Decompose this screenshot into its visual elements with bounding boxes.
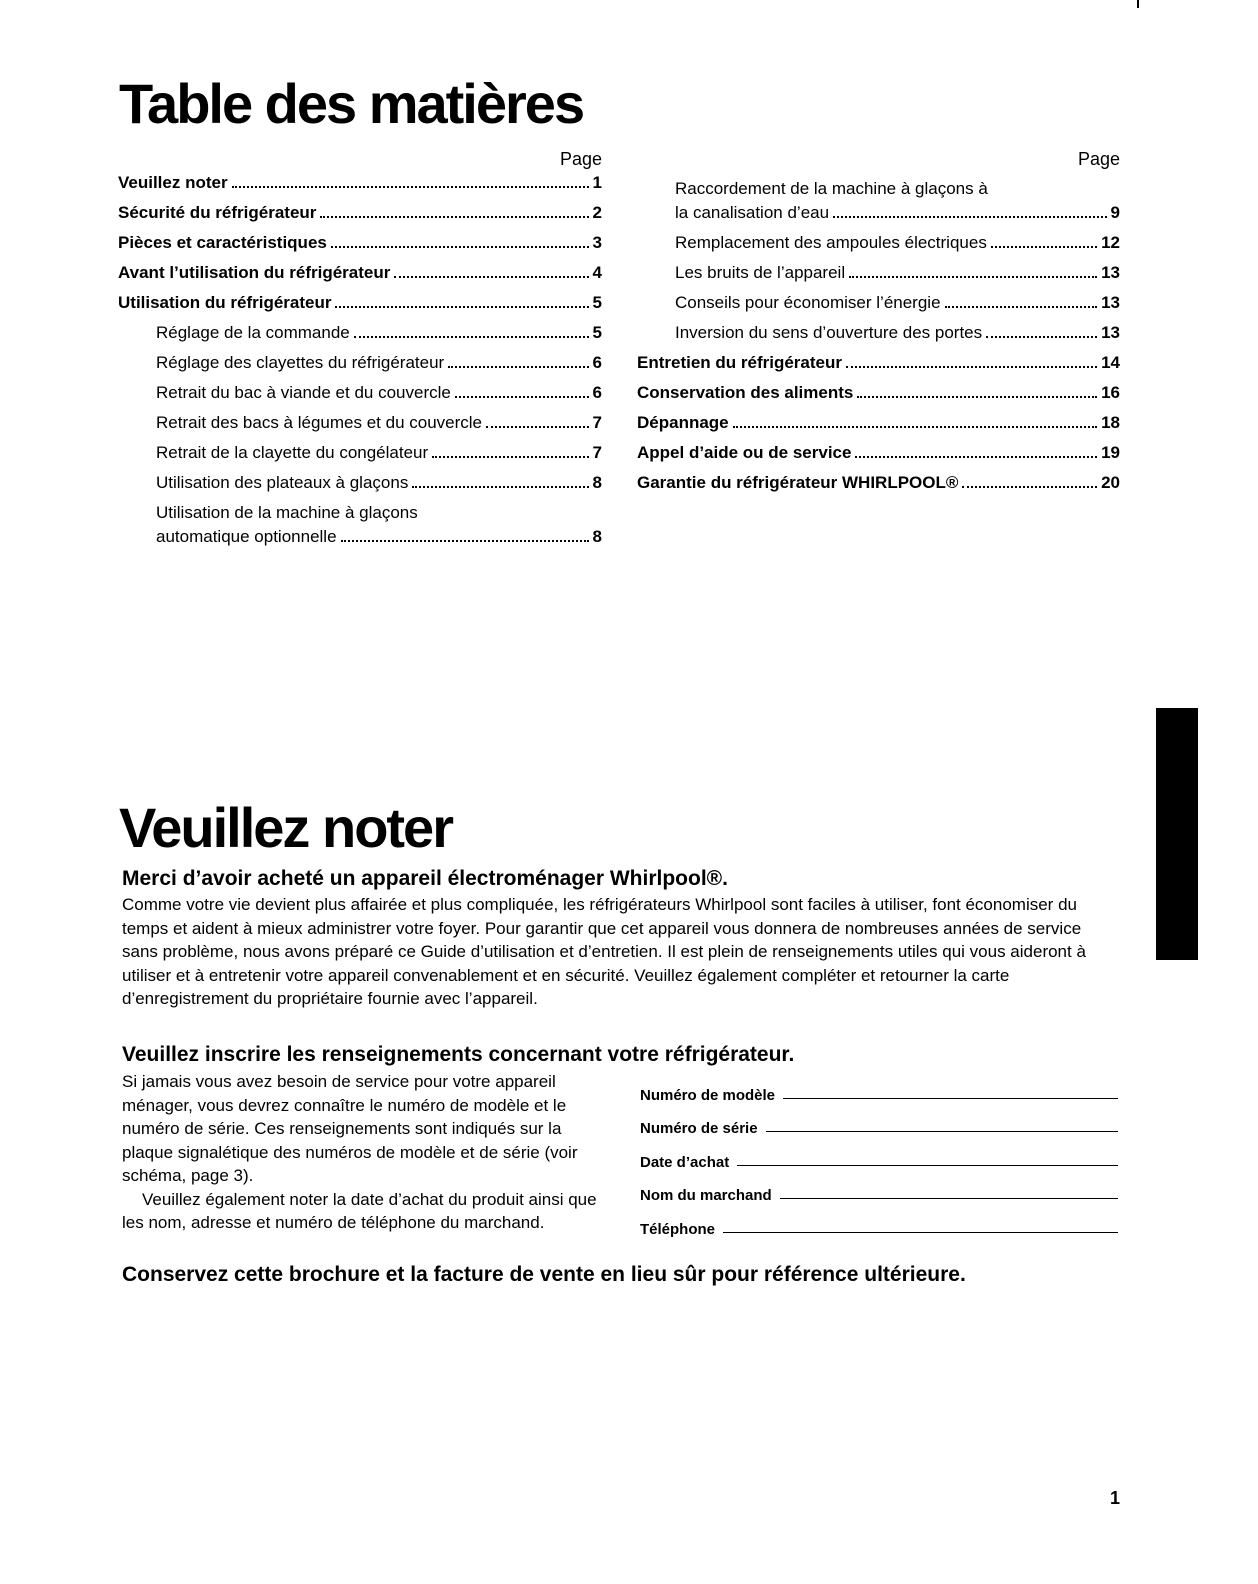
toc-item-page: 12 — [1101, 233, 1120, 252]
toc-item-page: 3 — [592, 233, 602, 252]
toc-item — [118, 233, 602, 253]
toc-item-page: 6 — [592, 353, 602, 372]
toc-item-text: Retrait de la clayette du congélateur — [156, 443, 429, 462]
toc-item-page: 18 — [1101, 413, 1120, 432]
toc-item-text: Appel d’aide ou de service — [637, 443, 852, 462]
toc-subitem — [118, 353, 602, 373]
field-blank-line[interactable] — [723, 1232, 1118, 1233]
toc-page-label: Page — [559, 149, 602, 169]
toc-item-page: 19 — [1101, 443, 1120, 462]
field-label: Nom du marchand — [640, 1187, 772, 1204]
toc-subitem — [118, 323, 602, 343]
toc-item-page: 13 — [1101, 323, 1120, 342]
toc-item — [637, 413, 1120, 433]
toc-item-page: 5 — [592, 293, 602, 312]
toc-right-column — [637, 145, 1120, 503]
telephone-field[interactable] — [640, 1204, 1118, 1238]
toc-subitem — [637, 323, 1120, 343]
toc-item-text: Retrait du bac à viande et du couvercle — [156, 383, 451, 402]
toc-subitem — [637, 203, 1120, 223]
toc-item-text: Utilisation des plateaux à glaçons — [156, 473, 409, 492]
toc-subitem — [637, 179, 1120, 199]
toc-item-page: 8 — [592, 473, 602, 492]
field-label: Téléphone — [640, 1220, 716, 1238]
toc-item — [637, 473, 1120, 493]
field-label: Date d’achat — [640, 1153, 730, 1171]
toc-item-text-line1: Raccordement de la machine à glaçons à — [675, 179, 988, 198]
thanks-heading: Merci d’avoir acheté un appareil électroménager Whirlpool®. — [122, 867, 728, 890]
register-paragraph-1: Si jamais vous avez besoin de service pour votre appareil ménager, vous devrez connaître le numéro de modèle et le numéro de série. Ces renseignements sont indiqués sur la plaque signalétique des numéros de modèle et de série (voir schéma, page 3). — [122, 1072, 578, 1185]
toc-item-text-line2: automatique optionnelle — [156, 527, 337, 546]
toc-item — [118, 203, 602, 223]
toc-item-text: Conseils pour économiser l’énergie — [675, 293, 941, 312]
toc-item-text: Pièces et caractéristiques — [118, 233, 327, 252]
toc-item — [637, 443, 1120, 463]
toc-subitem — [118, 473, 602, 493]
toc-item-text: Conservation des aliments — [637, 383, 854, 402]
toc-item-page: 20 — [1101, 473, 1120, 492]
record-form — [640, 1070, 1118, 1238]
register-paragraph-2: Veuillez également noter la date d’achat du produit ainsi que les nom, adresse et numéro de téléphone du marchand. — [122, 1189, 597, 1232]
field-blank-line[interactable] — [780, 1198, 1118, 1199]
toc-item-page: 13 — [1101, 263, 1120, 282]
toc-item — [637, 353, 1120, 373]
toc-item-page: 8 — [592, 527, 602, 546]
toc-item-page: 9 — [1110, 203, 1120, 222]
field-label: Numéro de série — [640, 1120, 758, 1137]
toc-item-page: 1 — [592, 173, 602, 192]
toc-item-page: 4 — [592, 263, 602, 282]
toc-item — [118, 173, 602, 193]
toc-subitem — [118, 413, 602, 433]
toc-item-text: Réglage des clayettes du réfrigérateur — [156, 353, 445, 372]
toc-title: Table des matières — [119, 72, 584, 135]
toc-item-text: Veuillez noter — [118, 173, 228, 192]
toc-subitem — [637, 293, 1120, 313]
toc-subitem — [118, 503, 602, 523]
corner-tick-mark — [1137, 0, 1139, 8]
toc-item-text: Avant l’utilisation du réfrigérateur — [118, 263, 391, 282]
toc-item-text: Remplacement des ampoules électriques — [675, 233, 987, 252]
section-title: Veuillez noter — [119, 796, 452, 859]
toc-item — [118, 293, 602, 313]
toc-item-text: Sécurité du réfrigérateur — [118, 203, 317, 222]
toc-subitem — [118, 527, 602, 547]
field-blank-line[interactable] — [766, 1131, 1118, 1132]
toc-item-text: Garantie du réfrigérateur WHIRLPOOL® — [637, 473, 959, 492]
toc-item-text: Utilisation du réfrigérateur — [118, 293, 332, 312]
toc-item-page: 13 — [1101, 293, 1120, 312]
toc-item — [118, 263, 602, 283]
purchase-date-field[interactable] — [640, 1137, 1118, 1171]
model-number-field[interactable] — [640, 1070, 1118, 1104]
toc-left-column — [118, 145, 602, 557]
toc-item-text: Dépannage — [637, 413, 729, 432]
toc-subitem — [118, 383, 602, 403]
toc-item-text: Entretien du réfrigérateur — [637, 353, 842, 372]
field-blank-line[interactable] — [783, 1098, 1118, 1099]
toc-subitem — [118, 443, 602, 463]
serial-number-field[interactable] — [640, 1104, 1118, 1138]
register-heading: Veuillez inscrire les renseignements concernant votre réfrigérateur. — [122, 1043, 795, 1066]
toc-item-page: 14 — [1101, 353, 1120, 372]
toc-item-text: Réglage de la commande — [156, 323, 350, 342]
field-blank-line[interactable] — [737, 1165, 1118, 1166]
keep-brochure-note: Conservez cette brochure et la facture de vente en lieu sûr pour référence ultérieure. — [122, 1263, 966, 1286]
dealer-name-field[interactable] — [640, 1171, 1118, 1205]
toc-item-page: 16 — [1101, 383, 1120, 402]
toc-item-text-line2: la canalisation d’eau — [675, 203, 830, 222]
toc-item-text: Inversion du sens d’ouverture des portes — [675, 323, 983, 342]
toc-item-page: 5 — [592, 323, 602, 342]
toc-item-page: 6 — [592, 383, 602, 402]
section-tab-marker — [1156, 708, 1198, 960]
field-label: Numéro de modèle — [640, 1086, 776, 1104]
toc-item-page: 7 — [592, 443, 602, 462]
toc-item-text: Retrait des bacs à légumes et du couvercle — [156, 413, 483, 432]
toc-item-text-line1: Utilisation de la machine à glaçons — [156, 503, 418, 522]
toc-subitem — [637, 263, 1120, 283]
toc-item — [637, 383, 1120, 403]
toc-item-page: 7 — [592, 413, 602, 432]
register-paragraph — [122, 1070, 612, 1235]
page-number: 1 — [1110, 1488, 1121, 1508]
toc-page-label: Page — [1077, 149, 1120, 169]
toc-item-text: Les bruits de l’appareil — [675, 263, 846, 282]
toc-item-page: 2 — [592, 203, 602, 222]
intro-paragraph: Comme votre vie devient plus affairée et plus compliquée, les réfrigérateurs Whirlpool sont faciles à utiliser, font économiser du temps et aident à mieux administrer votre foyer. Pour garantir que cet appareil vous donnera de nombreuses années de service sans problème, nous avons préparé ce Guide d’utilisation et d’entretien. Il est plein de renseignements utiles qui vous aideront à utiliser et à entretenir votre appareil convenablement et en sécurité. Veuillez également compléter et retourner la carte d’enregistrement du propriétaire fournie avec l’appareil. — [122, 895, 1086, 1008]
toc-subitem — [637, 233, 1120, 253]
